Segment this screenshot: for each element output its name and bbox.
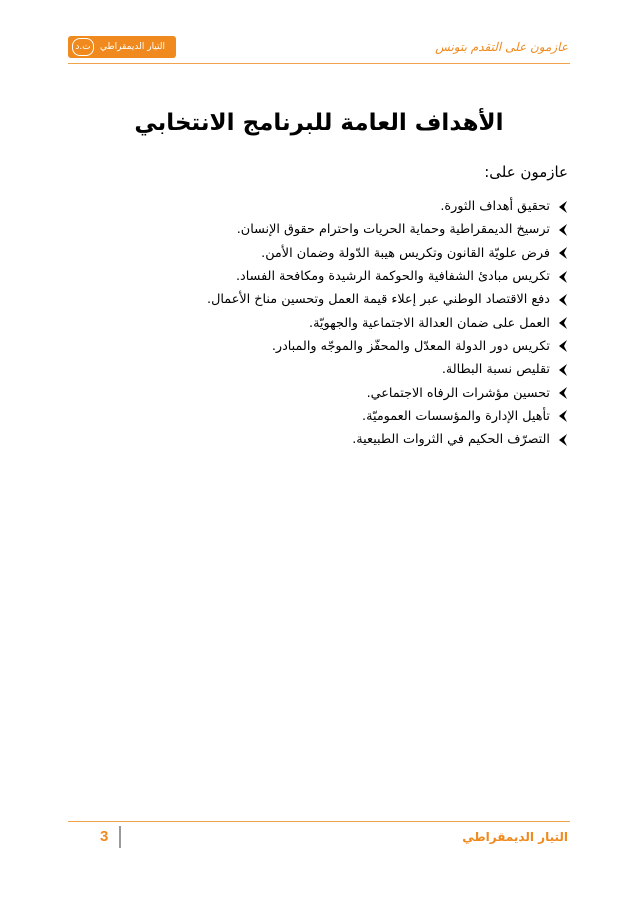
logo-text: التيار الديمقراطي <box>100 42 165 52</box>
goals-list <box>207 195 570 451</box>
arrow-check-bullet-icon <box>556 433 570 447</box>
logo-emblem: ت.د <box>72 38 94 56</box>
goal-text: العمل على ضمان العدالة الاجتماعية والجهويّة. <box>309 315 550 331</box>
page-number-separator <box>119 826 121 848</box>
goal-text: تحقيق أهداف الثورة. <box>440 199 550 215</box>
footer-org-name: التيار الديمقراطي <box>462 830 568 844</box>
arrow-check-bullet-icon <box>556 386 570 400</box>
goal-text: تحسين مؤشرات الرفاه الاجتماعي. <box>366 385 550 401</box>
goal-text: ترسيخ الديمقراطية وحماية الحريات واحترام حقوق الإنسان. <box>236 222 550 238</box>
goal-text: دفع الاقتصاد الوطني عبر إعلاء قيمة العمل وتحسين مناخ الأعمال. <box>207 292 550 308</box>
arrow-check-bullet-icon <box>556 246 570 260</box>
list-item <box>207 358 570 381</box>
arrow-check-bullet-icon <box>556 339 570 353</box>
page-title: الأهداف العامة للبرنامج الانتخابي <box>134 110 504 136</box>
arrow-check-bullet-icon <box>556 270 570 284</box>
goal-text: فرض علويّة القانون وتكريس هيبة الدّولة وضمان الأمن. <box>261 245 550 261</box>
list-item <box>207 381 570 404</box>
list-item <box>207 405 570 428</box>
list-item <box>207 428 570 451</box>
goal-text: التصرّف الحكيم في الثروات الطبيعية. <box>352 432 550 448</box>
arrow-check-bullet-icon <box>556 200 570 214</box>
goal-text: تقليص نسبة البطالة. <box>441 362 550 378</box>
header-slogan: عازمون على التقدم بتونس <box>435 40 568 54</box>
arrow-check-bullet-icon <box>556 293 570 307</box>
header-logo <box>68 36 176 58</box>
header-divider <box>68 63 570 64</box>
goal-text: تأهيل الإدارة والمؤسسات العموميّة. <box>362 408 550 424</box>
list-item <box>207 218 570 241</box>
list-item <box>207 335 570 358</box>
list-item <box>207 311 570 334</box>
footer-divider <box>68 821 570 822</box>
goal-text: تكريس مبادئ الشفافية والحوكمة الرشيدة ومكافحة الفساد. <box>235 269 550 285</box>
list-item <box>207 265 570 288</box>
page-number: 3 <box>100 828 109 845</box>
arrow-check-bullet-icon <box>556 316 570 330</box>
arrow-check-bullet-icon <box>556 223 570 237</box>
list-item <box>207 195 570 218</box>
list-item <box>207 242 570 265</box>
intro-text: عازمون على: <box>484 163 568 181</box>
list-item <box>207 288 570 311</box>
arrow-check-bullet-icon <box>556 409 570 423</box>
arrow-check-bullet-icon <box>556 363 570 377</box>
goal-text: تكريس دور الدولة المعدّل والمحفّز والموجّه والمبادر. <box>271 338 550 354</box>
